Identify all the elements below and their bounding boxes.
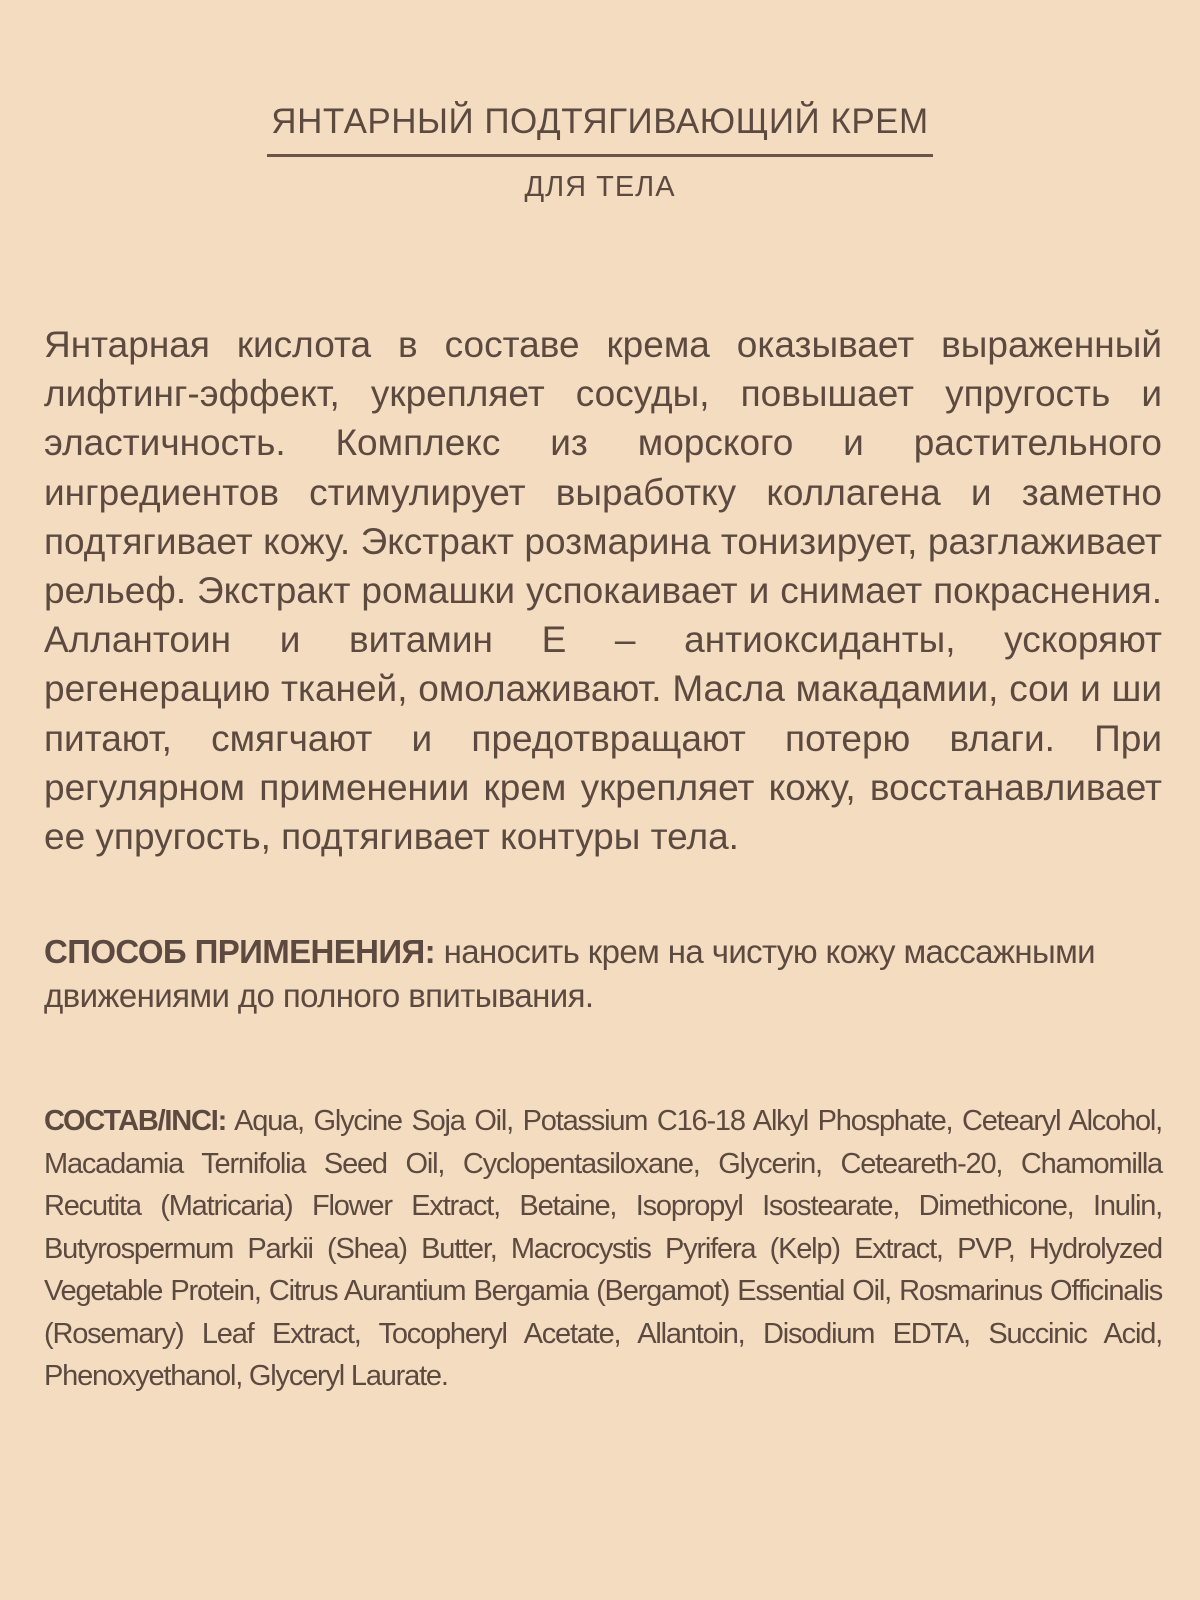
product-title: ЯНТАРНЫЙ ПОДТЯГИВАЮЩИЙ КРЕМ	[267, 100, 932, 157]
header	[0, 100, 1200, 204]
usage-label: СПОСОБ ПРИМЕНЕНИЯ:	[44, 933, 436, 970]
ingredients-label: СОСТАВ/INCI:	[44, 1105, 227, 1137]
usage-text: наносить крем на чистую кожу массажными движениями до полного впитывания.	[44, 933, 1095, 1014]
ingredients-section	[44, 1100, 1162, 1398]
product-description: Янтарная кислота в составе крема оказывает выраженный лифтинг-эффект, укрепляет сосуды, повышает упругость и эластичность. Комплекс из морского и растительного ингредиентов стимулирует выработку коллагена и заметно подтягивает кожу. Экстракт розмарина тонизирует, разглаживает рельеф. Экстракт ромашки успокаивает и снимает покраснения. Аллантоин и витамин Е – антиоксиданты, ускоряют регенерацию тканей, омолаживают. Масла макадамии, сои и ши питают, смягчают и предотвращают потерю влаги. При регулярном применении крем укрепляет кожу, восстанавливает ее упругость, подтягивает контуры тела.	[44, 324, 1162, 858]
ingredients-text: Aqua, Glycine Soja Oil, Potassium C16-18 Alkyl Phosphate, Cetearyl Alcohol, Macadamia Ternifolia Seed Oil, Cyclopentasiloxane, Glycerin, Ceteareth-20, Chamomilla Recutita (Matricaria) Flower Extract, Betaine, Isopropyl Isostearate, Dimethicone, Inulin, Butyrospermum Parkii (Shea) Butter, Macrocystis Pyrifera (Kelp) Extract, PVP, Hydrolyzed Vegetable Protein, Citrus Aurantium Bergamia (Bergamot) Essential Oil, Rosmarinus Officinalis (Rosemary) Leaf Extract, Tocopheryl Acetate, Allantoin, Disodium EDTA, Succinic Acid, Phenoxyethanol, Glyceryl Laurate.	[44, 1105, 1162, 1392]
usage-section	[44, 930, 1162, 1018]
product-subtitle: ДЛЯ ТЕЛА	[524, 171, 676, 203]
